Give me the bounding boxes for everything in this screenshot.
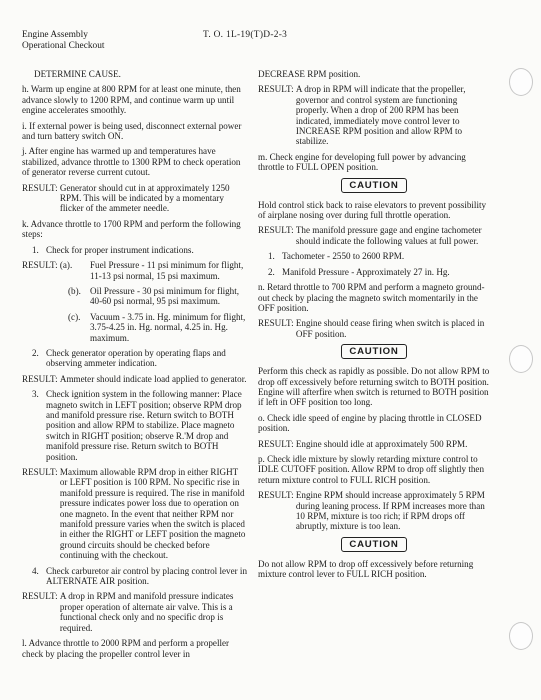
step-i: i. If external power is being used, disconnect external power and turn battery switch ON. [22, 120, 242, 142]
step-j: j. After engine has warmed up and temperatures have stabilized, advance throttle to 1300 RPM to check operation of generator reverse current cutout. [22, 146, 241, 178]
caution-badge: CAUTION [341, 344, 406, 359]
result-idle-speed: RESULT: Engine should idle at approximately 500 RPM. [258, 438, 468, 449]
binder-hole [509, 68, 533, 96]
step-k1: 1. Check for proper instrument indications. [32, 244, 194, 255]
section-title [22, 30, 105, 51]
step-k: k. Advance throttle to 1700 RPM and perform the following steps: [22, 218, 241, 240]
section-title-line2: Operational Checkout [22, 40, 105, 51]
step-k4: 4. Check carburetor air control by placing control lever in ALTERNATE AIR position. [32, 565, 247, 587]
step-m2: 2. Manifold Pressure - Approximately 27 in. Hg. [268, 266, 450, 277]
tech-order-number: T. O. 1L-19(T)D-2-3 [203, 30, 288, 40]
section-title-line1: Engine Assembly [22, 30, 88, 40]
result-fuel-pressure: RESULT: (a). Fuel Pressure - 11 psi minimum for flight, 11-13 psi normal, 15 psi maximum. [22, 260, 244, 281]
result-alternate-air: RESULT: A drop in RPM and manifold pressure indicates proper operation of alternate air valve. This is a functional check only and no specific drop is required. [22, 591, 234, 633]
result-generator [22, 183, 247, 214]
step-o: o. Check idle speed of engine by placing throttle in CLOSED position. [258, 412, 482, 434]
step-l: l. Advance throttle to 2000 RPM and perform a propeller check by placing the propeller control lever in [22, 638, 230, 659]
result-magneto: RESULT: Maximum allowable RPM drop in either RIGHT or LEFT position is 100 RPM. No specific rise in manifold pressure is required. The rise in manifold pressure indicates power loss due to operation on one magneto. In the event that neither RPM nor manifold pressure varies when the switch is placed in either the RIGHT or LEFT position the magneto ground circuits should be checked before continuing with the checkout. [22, 467, 246, 561]
step-k2: 2. Check generator operation by operating flaps and observing ammeter indication. [32, 347, 226, 369]
caution-badge: CAUTION [341, 178, 406, 193]
binder-hole [509, 622, 533, 650]
result-text: Generator should cut in at approximately 1250 RPM. This will be indicated by a momentary flicker of the ammeter needle. [59, 182, 230, 214]
result-oil-pressure: (b). Oil Pressure - 30 psi minimum for flight, 40-60 psi normal, 95 psi maximum. [68, 285, 240, 307]
caution-note-1: Hold control stick back to raise elevators to prevent possibility of airplane nosing over during full throttle operation. [258, 199, 487, 221]
step-m: m. Check engine for developing full power by advancing throttle to FULL OPEN position. [258, 151, 466, 173]
step-n: n. Retard throttle to 700 RPM and perform a magneto ground-out check by placing the magneto switch momentarily in the OFF position. [258, 282, 485, 313]
result-label: RESULT: [22, 182, 60, 193]
result-vacuum: (c). Vacuum - 3.75 in. Hg. minimum for flight, 3.75-4.25 in. Hg. normal, 4.25 in. Hg. maximum. [68, 311, 246, 343]
result-full-power: RESULT: The manifold pressure gage and engine tachometer should indicate the following values at full power. [258, 225, 482, 246]
step-m1: 1. Tachometer - 2550 to 2600 RPM. [268, 251, 405, 262]
result-ground-out: RESULT: Engine should cease firing when switch is placed in OFF position. [258, 318, 485, 339]
binder-hole [509, 345, 533, 373]
step-h: h. Warm up engine at 800 RPM for at least one minute, then advance slowly to 1200 RPM, and continue warm up until engine accelerates smoothly. [22, 84, 241, 116]
result-propeller: RESULT: A drop in RPM will indicate that the propeller, governor and control system are functioning properly. When a drop of 200 RPM has been indicated, immediately move control lever to INCREASE RPM position and allow RPM to stabilize. [258, 84, 466, 147]
caution-note-2: Perform this check as rapidly as possible. Do not allow RPM to drop off excessively before returning switch to BOTH position. Engine will afterfire when switch is returned to BOTH position if left in OFF position too long. [258, 366, 490, 408]
result-idle-mixture: RESULT: Engine RPM should increase approximately 5 RPM during leaning process. If RPM increases more than 10 RPM, mixture is too rich; if RPM drops off abruptly, mixture is too lean. [258, 490, 485, 532]
decrease-rpm: DECREASE RPM position. [258, 69, 361, 79]
step-p: p. Check idle mixture by slowly retarding mixture control to IDLE CUTOFF position. Allow RPM to drop off slightly then return mixture control to FULL RICH position. [258, 453, 485, 485]
caution-note-3: Do not allow RPM to drop off excessively before returning mixture control lever to FULL RICH position. [258, 558, 474, 580]
result-ammeter: RESULT: Ammeter should indicate load applied to generator. [22, 373, 247, 384]
right-column [258, 69, 490, 585]
step-k3: 3. Check ignition system in the following manner: Place magneto switch in LEFT position; observe RPM drop and manifold pressure rise. Return switch to BOTH position and allow RPM to stabilize. Place magneto switch in RIGHT position; observe R.'M drop and manifold pressure rise. Return switch to BOTH position. [32, 389, 242, 462]
left-column [22, 69, 247, 664]
determine-cause: DETERMINE CAUSE. [34, 69, 121, 79]
caution-badge: CAUTION [341, 537, 406, 552]
